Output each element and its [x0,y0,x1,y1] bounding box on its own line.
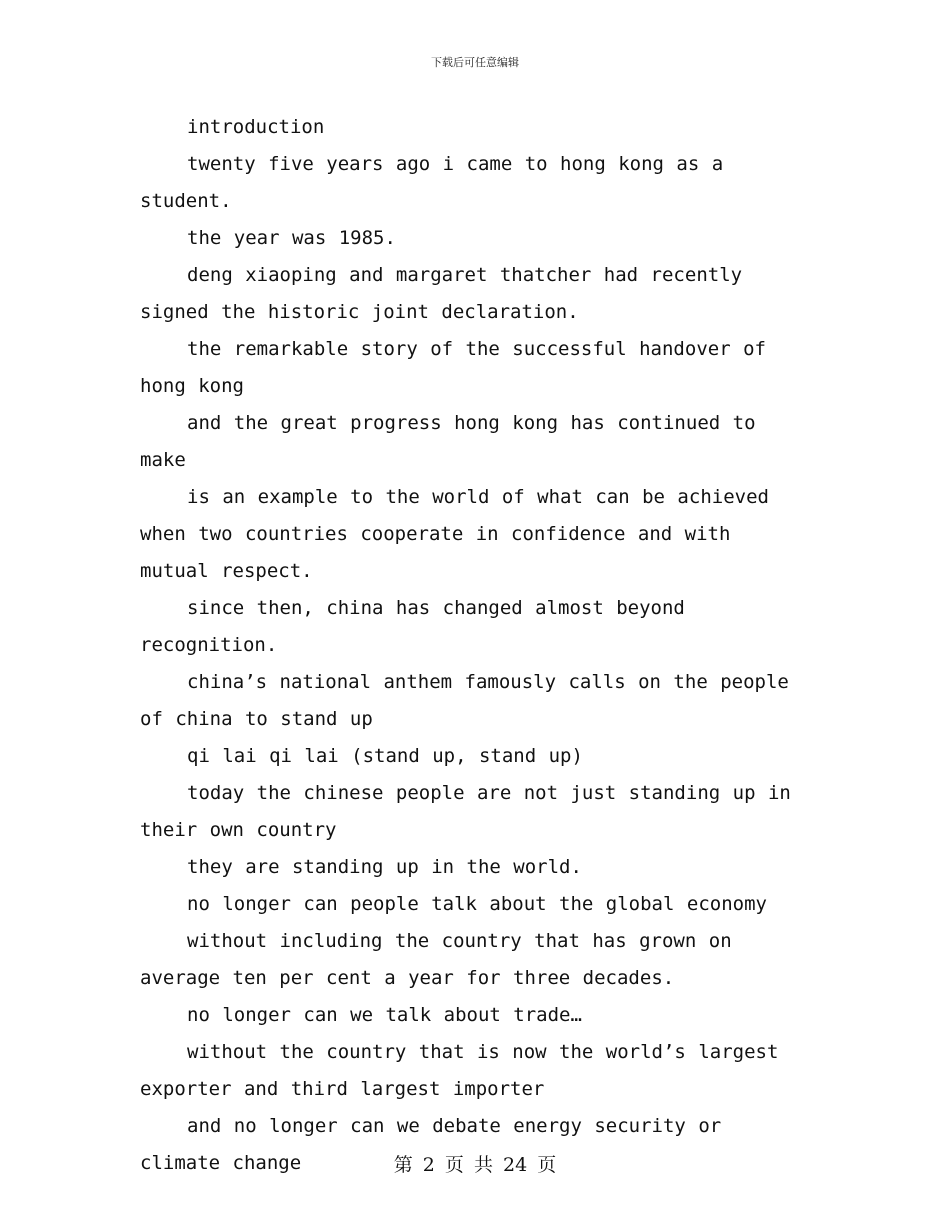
paragraph: the year was 1985. [187,227,396,249]
paragraph: the remarkable story of the successful handover of hong kong [140,338,766,397]
page-number-footer: 第 2 页 共 24 页 [393,1154,557,1176]
paragraph: qi lai qi lai (stand up, stand up) [187,745,583,767]
paragraph: china’s national anthem famously calls on the people of china to stand up [140,671,789,730]
document-body [140,109,800,1182]
paragraph: is an example to the world of what can be achieved when two countries cooperate in confidence and with mutual respect. [140,486,769,582]
paragraph: twenty five years ago i came to hong kong as a student. [140,153,724,212]
header-note: 下载后可任意编辑 [431,56,519,69]
paragraph: deng xiaoping and margaret thatcher had recently signed the historic joint declaration. [140,264,743,323]
paragraph: no longer can we talk about trade… [187,1004,582,1026]
paragraph: no longer can people talk about the global economy [187,893,767,915]
paragraph: without the country that is now the world’s largest exporter and third largest importer [140,1041,779,1100]
paragraph: today the chinese people are not just standing up in their own country [140,782,791,841]
paragraph: introduction [187,116,325,138]
paragraph: without including the country that has grown on average ten per cent a year for three decades. [140,930,732,989]
paragraph: they are standing up in the world. [187,856,582,878]
paragraph: and the great progress hong kong has continued to make [140,412,756,471]
paragraph: and no longer can we debate energy security or climate change [140,1115,722,1174]
paragraph: since then, china has changed almost beyond recognition. [140,597,685,656]
